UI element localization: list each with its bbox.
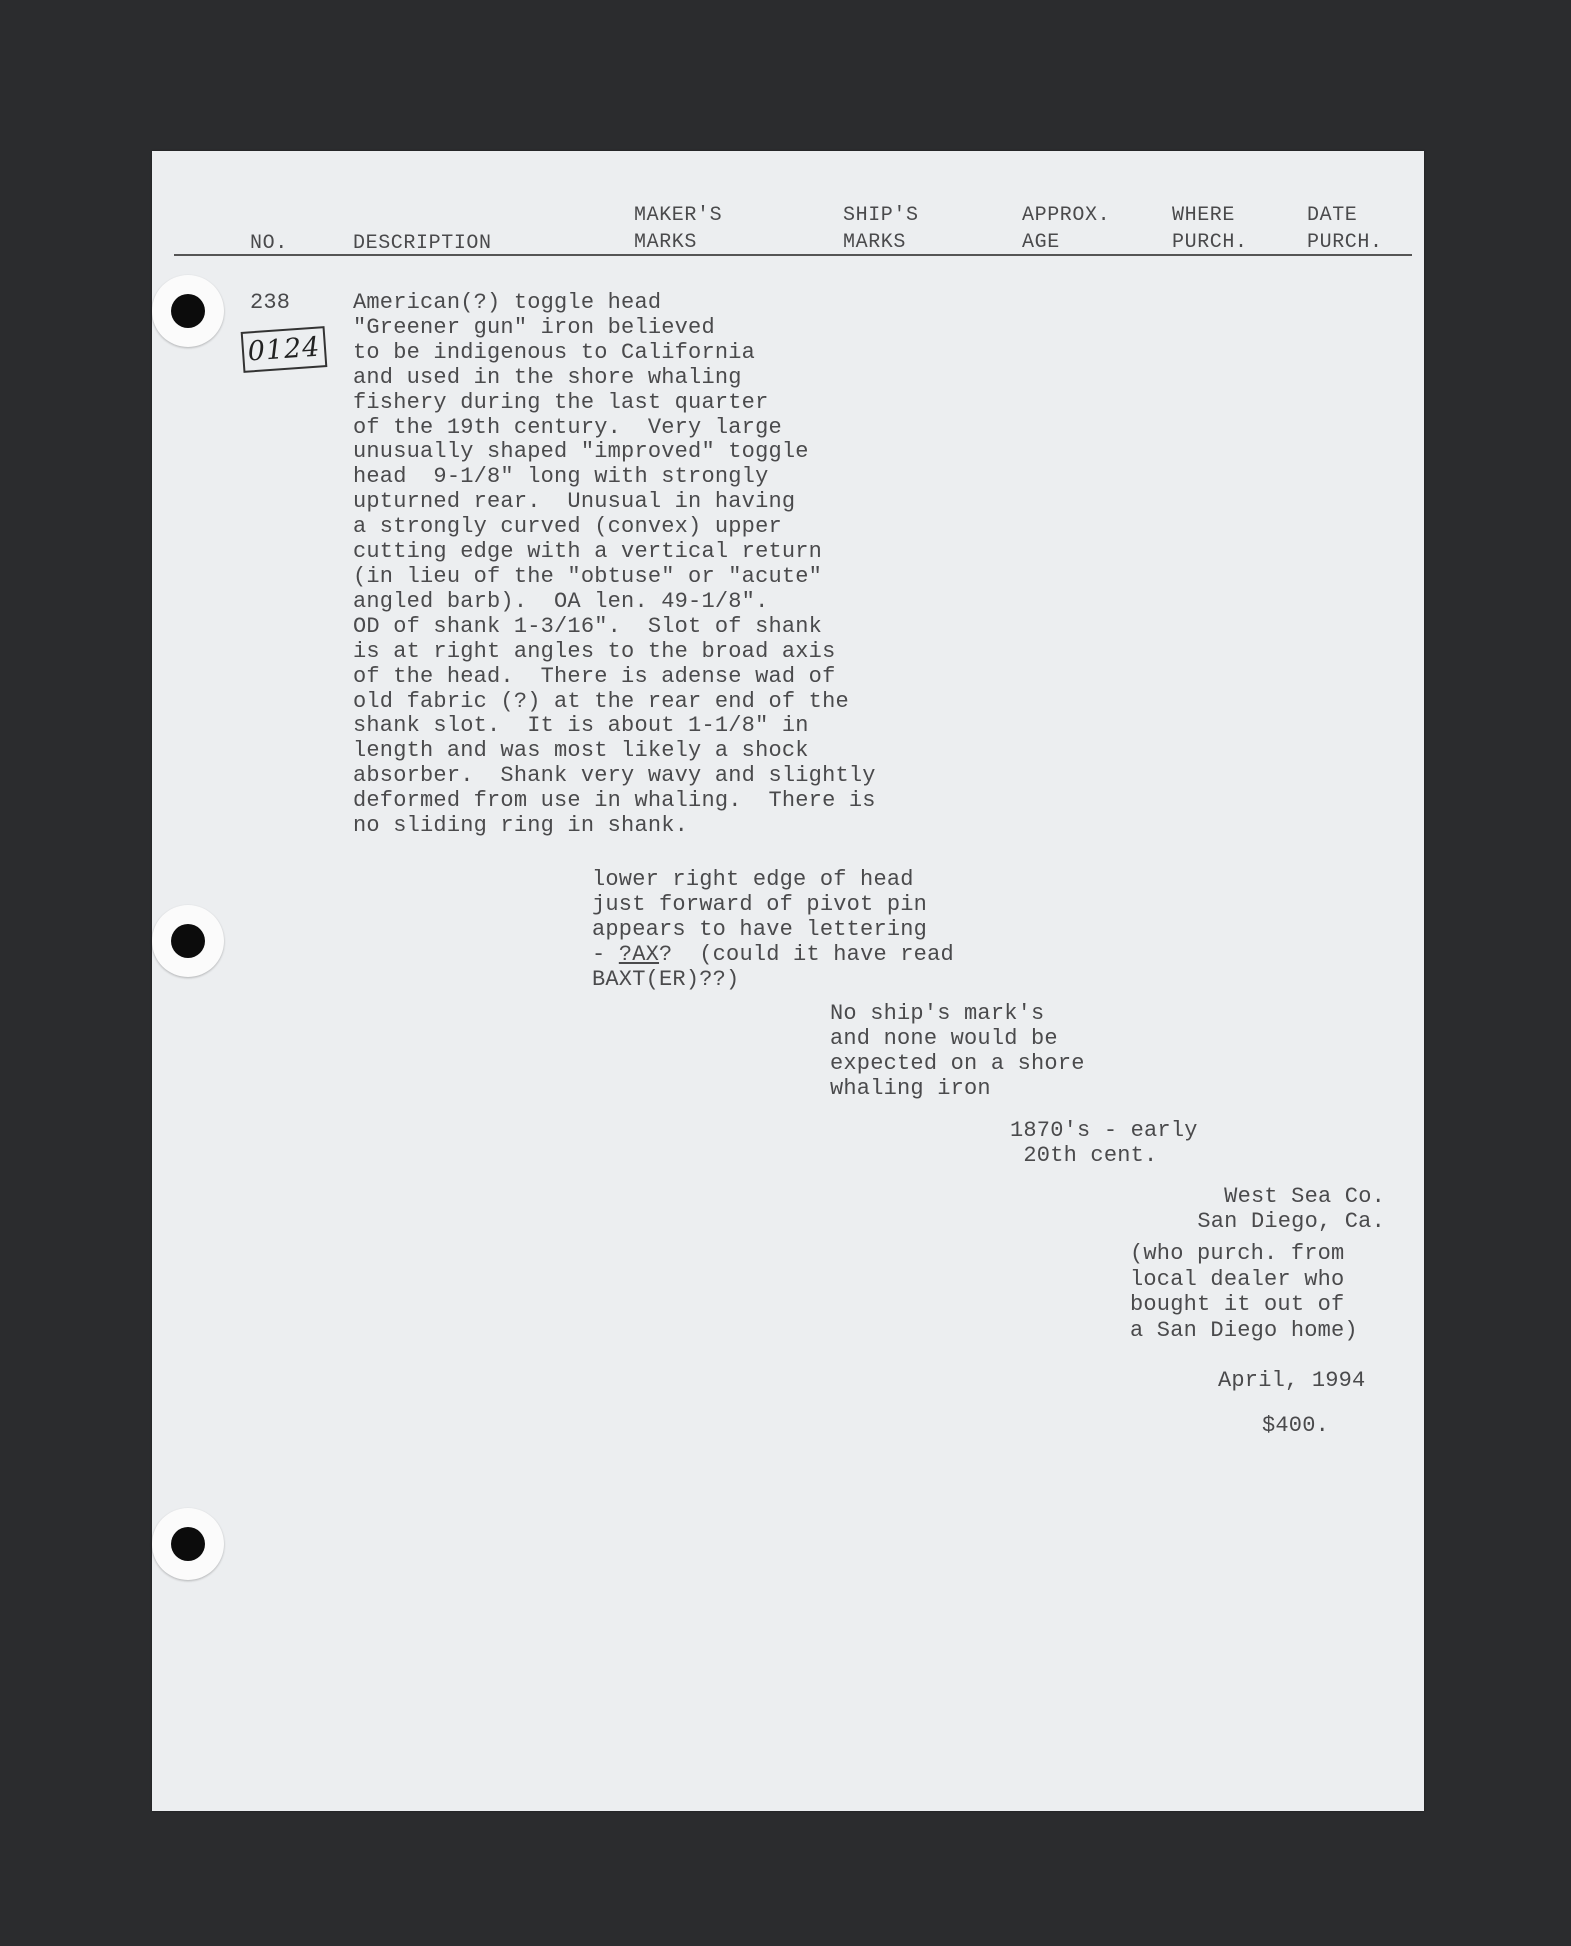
entry-approx-age: 1870's - early 20th cent. — [1010, 1118, 1198, 1168]
header-approx-age: APPROX. AGE — [1022, 204, 1111, 254]
header-makers-marks: MAKER'S MARKS — [634, 204, 723, 254]
makers-marks-lettering: ?AX — [618, 941, 660, 967]
catalog-sheet — [152, 151, 1424, 1811]
makers-marks-location: lower right edge of head just forward of pivot pin appears to have lettering — [592, 867, 928, 942]
entry-seller: West Sea Co. San Diego, Ca. — [1197, 1184, 1385, 1234]
binder-hole-bottom — [152, 1508, 224, 1580]
entry-makers-marks — [592, 868, 954, 993]
binder-hole-top — [152, 275, 224, 347]
header-date-purch: DATE PURCH. — [1307, 204, 1383, 254]
entry-number: 238 — [250, 290, 291, 315]
header-no: NO. — [250, 232, 288, 255]
header-rule — [174, 254, 1412, 256]
entry-price: $400. — [1262, 1413, 1330, 1438]
entry-ships-marks: No ship's mark's and none would be expected on a shore whaling iron — [830, 1001, 1085, 1101]
header-description: DESCRIPTION — [353, 232, 492, 255]
catalog-number-stamp: 0124 — [241, 326, 328, 373]
makers-marks-note: ? (could it have read BAXT(ER)??) — [592, 941, 954, 992]
entry-seller-note: (who purch. from local dealer who bought it out of a San Diego home) — [1130, 1241, 1358, 1343]
header-where-purch: WHERE PURCH. — [1172, 204, 1248, 254]
entry-date-purchased: April, 1994 — [1218, 1368, 1366, 1393]
header-ships-marks: SHIP'S MARKS — [843, 204, 919, 254]
binder-hole-middle — [152, 905, 224, 977]
makers-marks-dash: - — [592, 941, 619, 967]
entry-description: American(?) toggle head "Greener gun" iron believed to be indigenous to California and used in the shore whaling fishery during the last quarter of the 19th century. Very large unusually shaped "improved" toggle head 9-1/8" long with strongly upturned rear. Unusual in having a strongly curved (convex) upper cutting edge with a vertical return (in lieu of the "obtuse" or "acute" angled barb). OA len. 49-1/8". OD of shank 1-3/16". Slot of shank is at right angles to the broad axis of the head. There is adense wad of old fabric (?) at the rear end of the shank slot. It is about 1-1/8" in length and was most likely a shock absorber. Shank very wavy and slightly deformed from use in whaling. There is no sliding ring in shank. — [353, 290, 876, 839]
